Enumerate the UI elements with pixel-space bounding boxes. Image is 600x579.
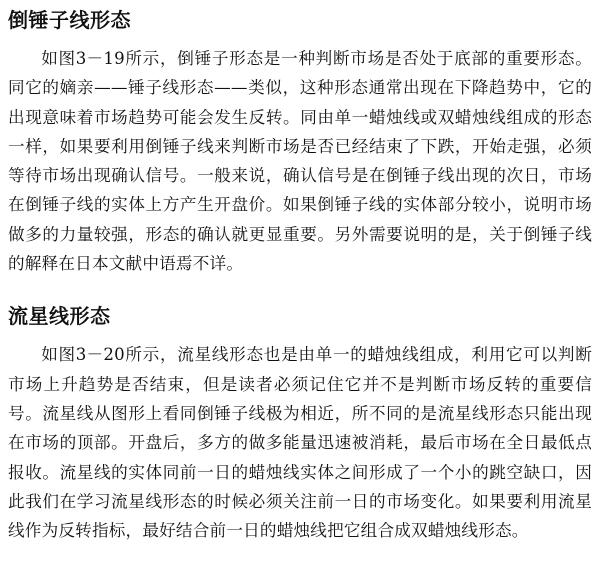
section-inverted-hammer xyxy=(8,6,592,278)
section-shooting-star xyxy=(8,302,592,545)
section-paragraph: 如图3－19所示，倒锤子形态是一种判断市场是否处于底部的重要形态。同它的嫡亲——锤子线形态——类似，这种形态通常出现在下降趋势中，它的出现意味着市场趋势可能会发生反转。同由单一蜡烛线或双蜡烛线组成的形态一样，如果要利用倒锤子线来判断市场是否已经结束了下跌，开始走强，必须等待市场出现确认信号。一般来说，确认信号是在倒锤子线出现的次日，市场在倒锤子线的实体上方产生开盘价。如果倒锤子线的实体部分较小，说明市场做多的力量较强，形态的确认就更显重要。另外需要说明的是，关于倒锤子线的解释在日本文献中语焉不详。 xyxy=(8,49,592,274)
section-heading: 倒锤子线形态 xyxy=(8,8,131,32)
section-heading: 流星线形态 xyxy=(8,304,111,329)
section-paragraph: 如图3－20所示，流星线形态也是由单一的蜡烛线组成，利用它可以判断市场上升趋势是否结束，但是读者必须记住它并不是判断市场反转的重要信号。流星线从图形上看同倒锤子线极为相近，所不同的是流星线形态只能出现在市场的顶部。开盘后，多方的做多能量迅速被消耗，最后市场在全日最低点报收。流星线的实体同前一日的蜡烛线实体之间形成了一个小的跳空缺口，因此我们在学习流星线形态的时候必须关注前一日的市场变化。如果要利用流星线作为反转指标，最好结合前一日的蜡烛线把它组合成双蜡烛线形态。 xyxy=(8,345,592,541)
